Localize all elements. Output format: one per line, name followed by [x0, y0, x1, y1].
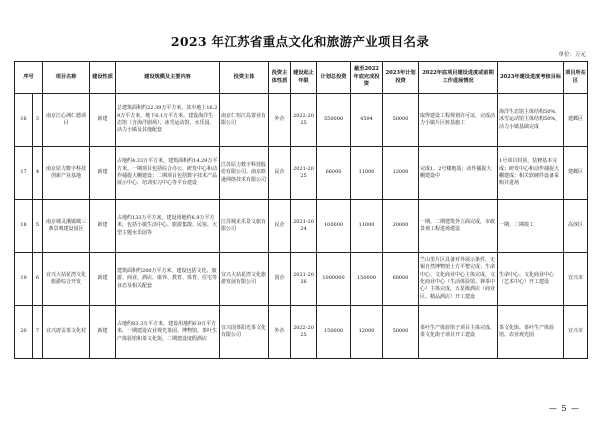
investor-cell: 宜兴大拈花湾文化旅游发展有限公司 [220, 253, 269, 306]
header-investor-type: 投资主体性质 [269, 62, 291, 94]
header-completed: 截至2022年底完成投资 [351, 62, 383, 94]
completed-cell: 12000 [351, 306, 383, 359]
plan-2023-cell: 20000 [383, 200, 419, 253]
total-cell: 150000 [317, 306, 351, 359]
scale-cell: 占地约4.33万平方米，建筑面积约14.29万平方米。一期项目包括综合办公、研发中心和动作捕捉大棚建设；二期项目包括数字技术产品展示中心、培训实习中心等平台建设 [116, 147, 220, 200]
investor-cell: 江苏原力数字科技股份有限公司、南京欧逊网络技术有限公司 [220, 147, 269, 200]
header-scale: 建设规模及主要内容 [116, 62, 220, 94]
sub-seq-cell: 3 [33, 94, 43, 147]
table-header-row [15, 62, 588, 94]
completed-cell: 150000 [351, 253, 383, 306]
progress-cell: 茶叶生产体验馆子项目主体完成，茶文化街子项目开工建设 [419, 306, 498, 359]
scale-cell: 占地约133万平方米，建设用地约6.9万平方米，包括小镇生活中心、旅游集散、民宿、大型主题水乐园等 [116, 200, 220, 253]
plan-2023-cell: 50000 [383, 94, 419, 147]
scale-cell: 建筑面积约200万平方米，建设包括文化、旅游、商业、酒店、康养、教育、体育、住宅等业态及相关配套 [116, 253, 220, 306]
seq-cell: 20 [15, 306, 33, 359]
page-number: — 5 — [548, 404, 580, 413]
table-row [15, 147, 588, 200]
nature-cell: 新建 [90, 253, 116, 306]
scale-cell: 总建筑面积约22.39万平方米，其中地上16.29万平方米，地下6.1万平方米。建设海洋生态馆（含海洋剧场）、冰雪运动馆、水乐园、活力小镇及其他配套 [116, 94, 220, 147]
total-cell: 66000 [317, 147, 351, 200]
project-table [14, 61, 588, 359]
location-cell: 建邺区 [564, 147, 588, 200]
investor-cell: 宜兴国茶阳光茶文化有限公司 [220, 306, 269, 359]
location-cell: 建邺区 [564, 94, 588, 147]
header-plan-2023: 2023年计划投资 [383, 62, 419, 94]
investor-cell: 南京仁恒江岛置业有限公司 [220, 94, 269, 147]
table-row [15, 94, 588, 147]
goal-cell: 1号项目封顶，装修基本完成；研发中心和动作捕捉大棚建成；相关软硬件设备采购并进场 [498, 147, 564, 200]
period-cell: 2021-2025 [291, 147, 317, 200]
period-cell: 2021-2024 [291, 200, 317, 253]
plan-2023-cell: 60000 [383, 253, 419, 306]
header-period: 建设起止年限 [291, 62, 317, 94]
project-name-cell: 南京原力数字科技创新产业基地 [43, 147, 90, 200]
sub-seq-cell: 5 [33, 200, 43, 253]
sub-seq-cell: 6 [33, 253, 43, 306]
investor-type-cell: 民企 [269, 147, 291, 200]
period-cell: 2022-2025 [291, 306, 317, 359]
location-cell: 高淳区 [564, 200, 588, 253]
total-cell: 100000 [317, 200, 351, 253]
progress-cell: 竺山里片区具备对外展示条件，无锡自然博物馆土方平整完成；生命中心、文化商业中心主体完成，文化商业中心（生活体验馆、禅茶中心）主体完成，五星级酒店（商业区、精品酒店）开工建设 [419, 253, 498, 306]
nature-cell: 新建 [90, 147, 116, 200]
completed-cell: 11000 [351, 200, 383, 253]
header-seq: 序号 [15, 62, 43, 94]
completed-cell: 4594 [351, 94, 383, 147]
scale-cell: 占地约83.3万平方米，建设用地约6.9万平方米，一期建设农业观光茶园、博物馆、茶叶生产体验馆和茶文化街，二期建设度假酒店 [116, 306, 220, 359]
total-cell: 1000000 [317, 253, 351, 306]
project-name-cell: 南京城灵溪镇城三条景观建设园区 [43, 200, 90, 253]
total-cell: 550000 [317, 94, 351, 147]
project-name-cell: 南京江心洲仁德项目 [43, 94, 90, 147]
progress-cell: 完成1、2号楼地基；动作捕捉大棚建设中 [419, 147, 498, 200]
sub-seq-cell: 4 [33, 147, 43, 200]
nature-cell: 新建 [90, 94, 116, 147]
table-row [15, 200, 588, 253]
investor-type-cell: 民企 [269, 200, 291, 253]
header-nature: 建设性质 [90, 62, 116, 94]
investor-type-cell: 外企 [269, 306, 291, 359]
investor-type-cell: 外企 [269, 94, 291, 147]
header-name: 项目名称 [43, 62, 90, 94]
seq-cell: 17 [15, 147, 33, 200]
seq-cell: 19 [15, 253, 33, 306]
nature-cell: 新建 [90, 200, 116, 253]
period-cell: 2021-2026 [291, 253, 317, 306]
header-total: 计划总投资 [317, 62, 351, 94]
unit-label: 单位：万元 [558, 52, 586, 58]
goal-cell: 生命中心、文化商业中心（艺术中心）开工建设 [498, 253, 564, 306]
document-title: 2023 年江苏省重点文化和旅游产业项目名录 [170, 34, 430, 49]
completed-cell: 11000 [351, 147, 383, 200]
investor-cell: 江苏城见乐景文旅有限公司 [220, 200, 269, 253]
period-cell: 2022-2025 [291, 94, 317, 147]
progress-cell: 取得建设工程规划许可证，完成活力小镇片区桩基施工 [419, 94, 498, 147]
nature-cell: 新建 [90, 306, 116, 359]
table-row [15, 306, 588, 359]
location-cell: 宜兴市 [564, 306, 588, 359]
header-location: 项目所在区 [564, 62, 588, 94]
plan-2023-cell: 50000 [383, 306, 419, 359]
location-cell: 宜兴市 [564, 253, 588, 306]
header-progress-2022: 2022年底项目建设进度或前期工作进展情况 [419, 62, 498, 94]
table-row [15, 253, 588, 306]
goal-cell: 一期、二期竣工 [498, 200, 564, 253]
plan-2023-cell: 12000 [383, 147, 419, 200]
project-name-cell: 宜兴大拈花湾文化旅游综合开发 [43, 253, 90, 306]
goal-cell: 海洋生态馆主体结构50%，冰雪运动馆主体结构50%，活力小镇基础完成 [498, 94, 564, 147]
progress-cell: 一期、二期建筑外立面完成，市政景观工程进场建设 [419, 200, 498, 253]
seq-cell: 18 [15, 200, 33, 253]
seq-cell: 16 [15, 94, 33, 147]
header-investor: 投资主体 [220, 62, 269, 94]
project-name-cell: 宜兴唐贡茶文化村 [43, 306, 90, 359]
goal-cell: 茶文化街、茶叶生产体验馆、农业观光园 [498, 306, 564, 359]
investor-type-cell: 国企 [269, 253, 291, 306]
header-goal-2023: 2023年建设进度考核目标 [498, 62, 564, 94]
sub-seq-cell: 7 [33, 306, 43, 359]
